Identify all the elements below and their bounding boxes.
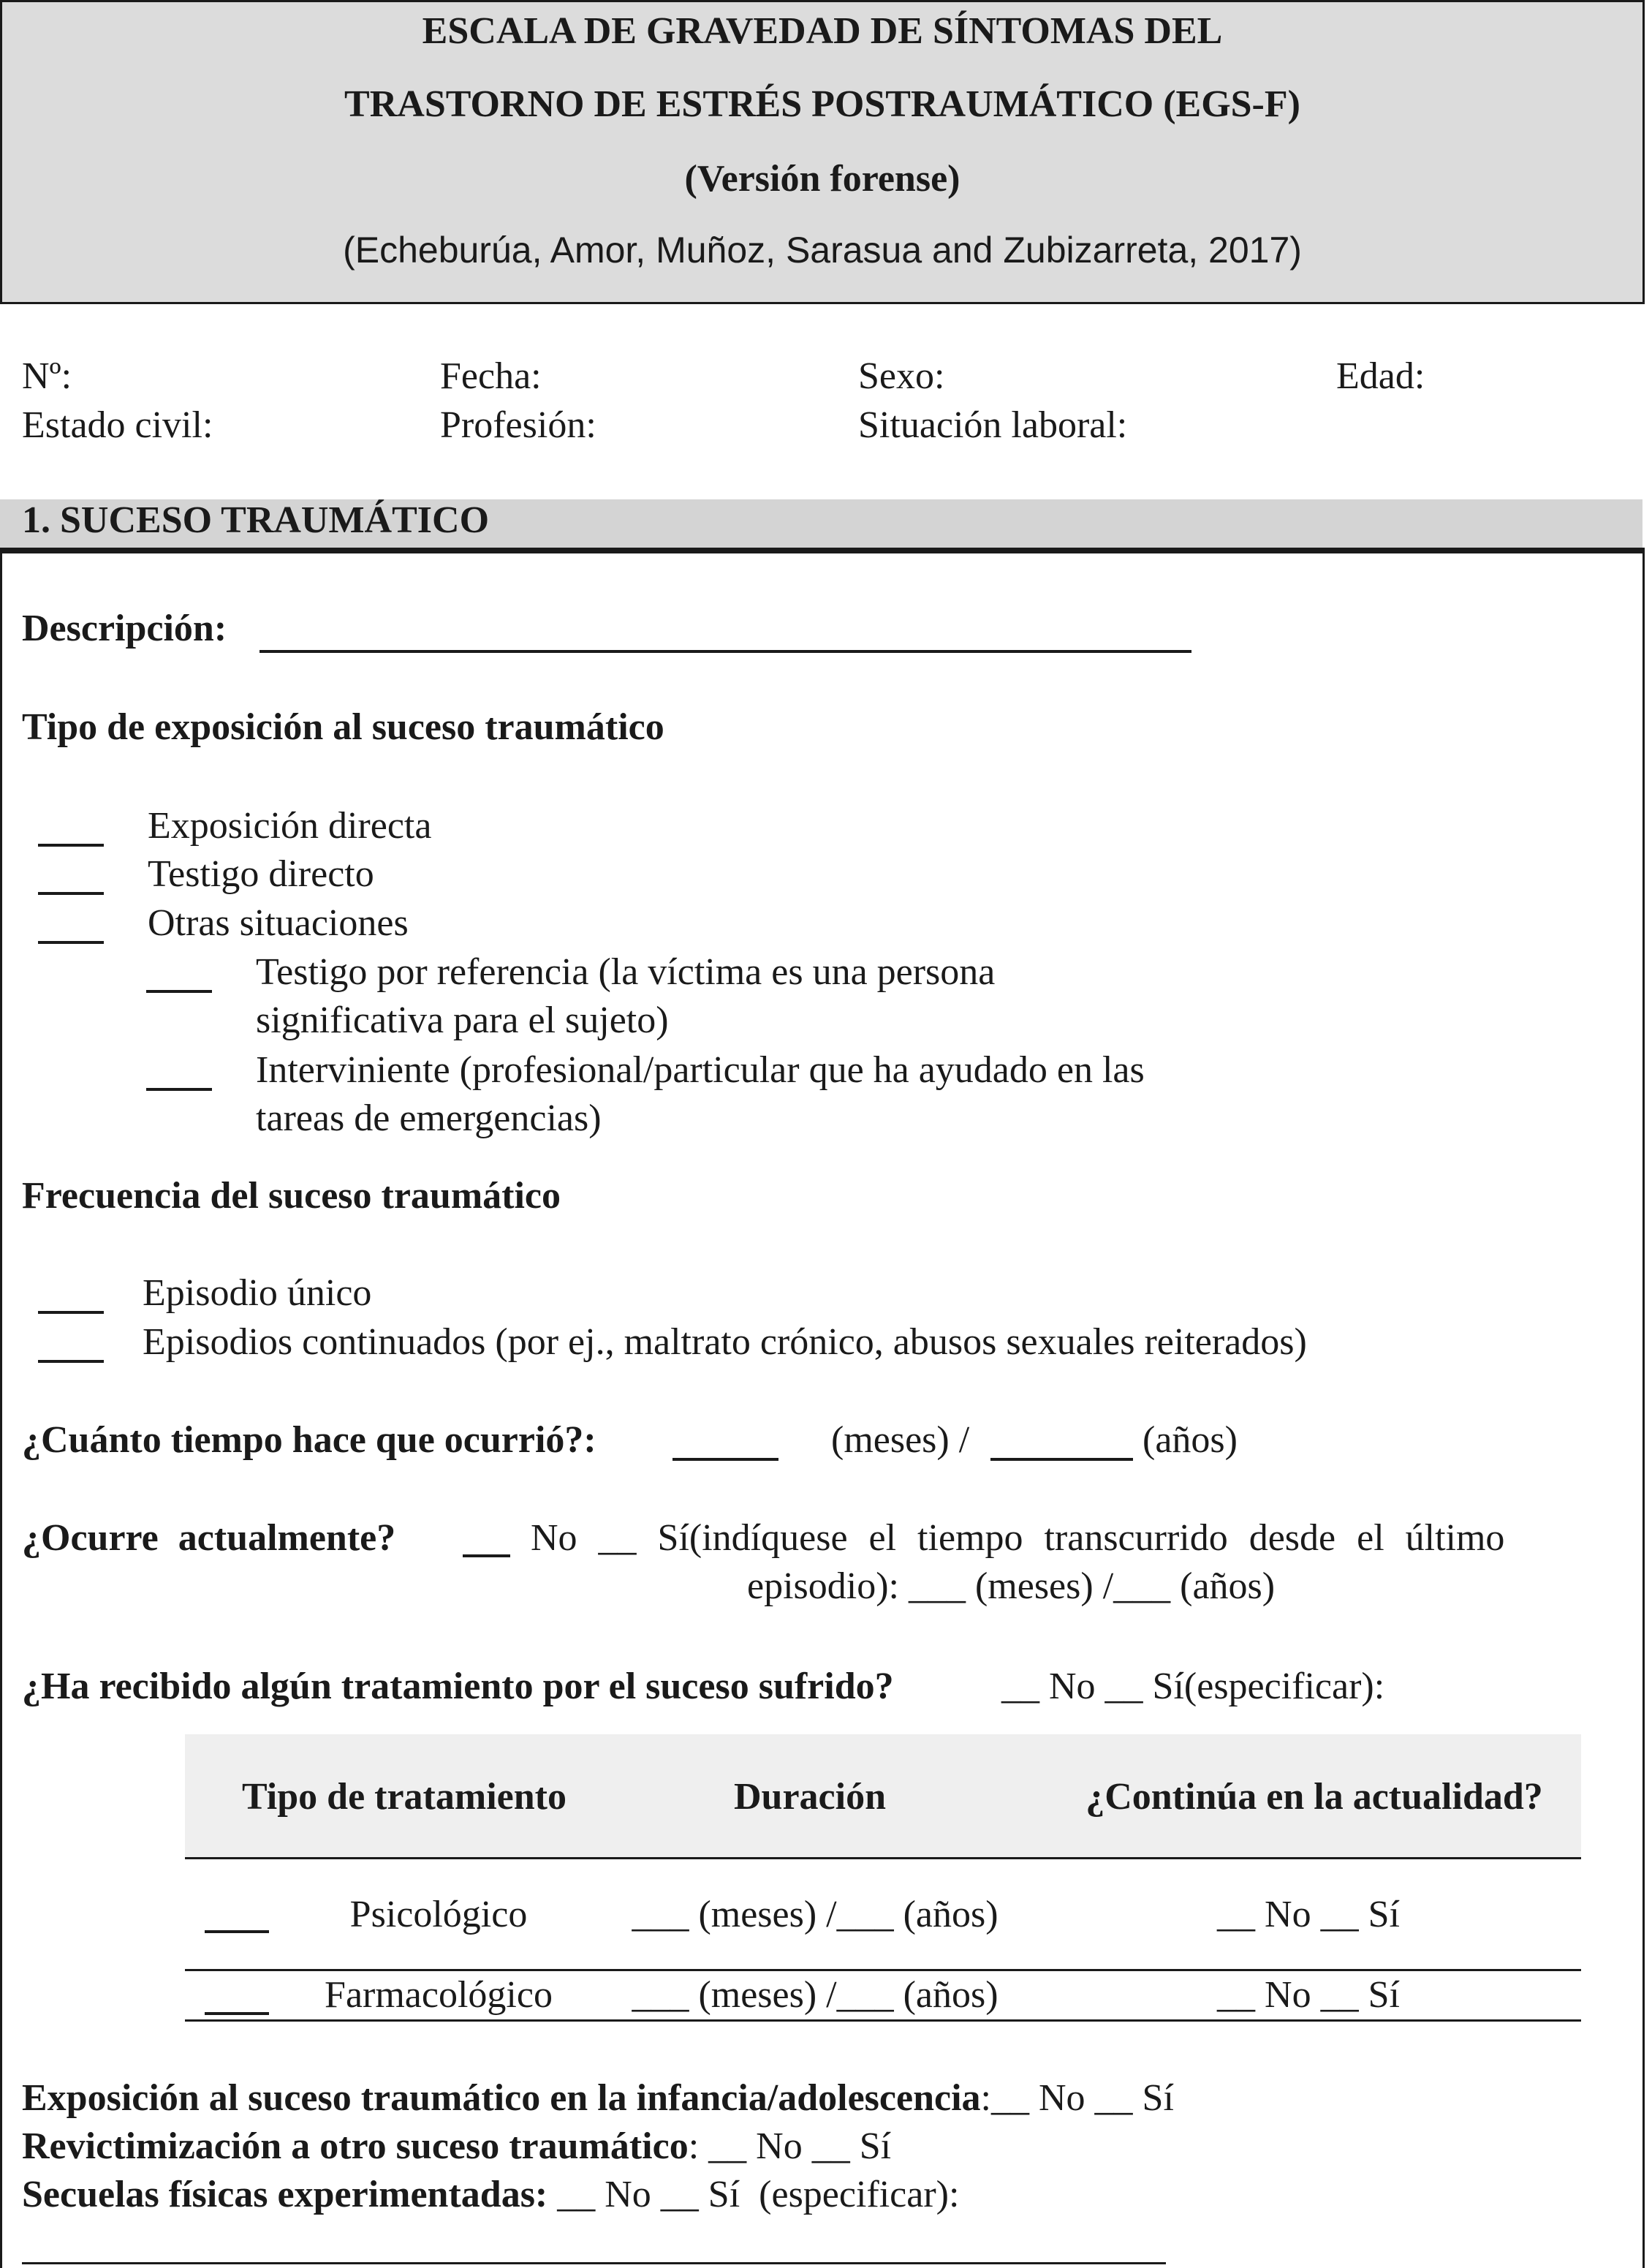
option-exposicion-directa: Exposición directa xyxy=(148,805,432,847)
table-row-continua[interactable]: __ No __ Sí xyxy=(1217,1974,1400,2016)
section-title: 1. SUCESO TRAUMÁTICO xyxy=(22,499,490,541)
table-row-blank[interactable] xyxy=(205,2012,269,2015)
option-testigo-referencia-l1: Testigo por referencia (la víctima es una persona xyxy=(256,951,996,993)
form-citation: (Echeburúa, Amor, Muñoz, Sarasua and Zubizarreta, 2017) xyxy=(343,230,1302,271)
field-numero[interactable]: Nº: xyxy=(22,355,72,397)
revictimizacion-answer[interactable]: : __ No __ Sí xyxy=(688,2125,892,2167)
frecuencia-heading: Frecuencia del suceso traumático xyxy=(22,1175,561,1217)
cuanto-tiempo-meses: (meses) / xyxy=(831,1419,970,1461)
secuelas-label: Secuelas físicas experimentadas: xyxy=(22,2174,548,2215)
blank-episodios-continuados[interactable] xyxy=(38,1360,104,1363)
table-row-duration[interactable]: ___ (meses) /___ (años) xyxy=(632,1894,999,1935)
option-episodios-continuados: Episodios continuados (por ej., maltrato crónico, abusos sexuales reiterados) xyxy=(143,1321,1307,1363)
blank-otras-situaciones[interactable] xyxy=(38,941,104,944)
ocurre-answer-line2: episodio): ___ (meses) /___ (años) xyxy=(747,1565,1276,1607)
table-bottom-rule xyxy=(185,2019,1581,2022)
blank-tiempo-meses[interactable] xyxy=(672,1458,778,1461)
tratamiento-question: ¿Ha recibido algún tratamiento por el suceso sufrido? xyxy=(22,1666,894,1707)
secuelas-line[interactable] xyxy=(22,2262,1166,2264)
field-situacion-laboral[interactable]: Situación laboral: xyxy=(858,404,1128,446)
option-testigo-referencia-l2: significativa para el sujeto) xyxy=(256,999,669,1041)
infancia-row xyxy=(22,2076,1174,2120)
section-header-rule xyxy=(0,548,1645,553)
title-box xyxy=(0,0,1645,304)
table-row-rule xyxy=(185,1969,1581,1971)
option-episodio-unico: Episodio único xyxy=(143,1272,372,1314)
tratamiento-answer[interactable]: __ No __ Sí(especificar): xyxy=(1001,1666,1385,1707)
revictimizacion-label: Revictimización a otro suceso traumático xyxy=(22,2125,689,2167)
tipo-heading: Tipo de exposición al suceso traumático xyxy=(22,706,664,748)
table-header-rule xyxy=(185,1857,1581,1859)
descripcion-label: Descripción: xyxy=(22,608,227,649)
option-interviniente-l1: Interviniente (profesional/particular que ha ayudado en las xyxy=(256,1049,1145,1091)
secuelas-row xyxy=(22,2173,959,2216)
option-interviniente-l2: tareas de emergencias) xyxy=(256,1097,602,1139)
table-header-duracion: Duración xyxy=(734,1776,886,1818)
option-testigo-directo: Testigo directo xyxy=(148,853,374,895)
form-version: (Versión forense) xyxy=(684,158,960,200)
cuanto-tiempo-question: ¿Cuánto tiempo hace que ocurrió?: xyxy=(22,1419,596,1461)
descripcion-line[interactable] xyxy=(259,650,1191,653)
table-row-type: Farmacológico xyxy=(325,1974,553,2016)
infancia-answer[interactable]: :__ No __ Sí xyxy=(980,2077,1174,2119)
form-title-line2: TRASTORNO DE ESTRÉS POSTRAUMÁTICO (EGS-F) xyxy=(344,83,1300,125)
table-row-continua[interactable]: __ No __ Sí xyxy=(1217,1894,1400,1935)
field-estado-civil[interactable]: Estado civil: xyxy=(22,404,213,446)
field-profesion[interactable]: Profesión: xyxy=(440,404,596,446)
secuelas-answer[interactable]: __ No __ Sí (especificar): xyxy=(557,2174,960,2215)
ocurre-question: ¿Ocurre actualmente? xyxy=(22,1517,396,1559)
blank-ocurre-no[interactable] xyxy=(463,1554,510,1557)
table-header-continua: ¿Continúa en la actualidad? xyxy=(1085,1776,1543,1818)
ocurre-answer-line1: No __ Sí(indíquese el tiempo transcurrido desde el último xyxy=(531,1517,1505,1559)
field-fecha[interactable]: Fecha: xyxy=(440,355,542,397)
table-row-blank[interactable] xyxy=(205,1930,269,1933)
field-edad[interactable]: Edad: xyxy=(1336,355,1425,397)
blank-testigo-referencia[interactable] xyxy=(146,990,212,993)
field-sexo[interactable]: Sexo: xyxy=(858,355,945,397)
blank-episodio-unico[interactable] xyxy=(38,1311,104,1314)
revictimizacion-row xyxy=(22,2125,891,2168)
table-row-type: Psicológico xyxy=(349,1894,528,1935)
option-otras-situaciones: Otras situaciones xyxy=(148,902,409,944)
blank-tiempo-anos[interactable] xyxy=(990,1458,1133,1461)
infancia-label: Exposición al suceso traumático en la infancia/adolescencia xyxy=(22,2077,981,2119)
cuanto-tiempo-anos: (años) xyxy=(1143,1419,1238,1461)
table-header-tipo: Tipo de tratamiento xyxy=(242,1776,567,1818)
form-title-line1: ESCALA DE GRAVEDAD DE SÍNTOMAS DEL xyxy=(422,10,1223,52)
table-row-duration[interactable]: ___ (meses) /___ (años) xyxy=(632,1974,999,2016)
blank-exposicion-directa[interactable] xyxy=(38,844,104,847)
blank-interviniente[interactable] xyxy=(146,1088,212,1091)
blank-testigo-directo[interactable] xyxy=(38,892,104,895)
